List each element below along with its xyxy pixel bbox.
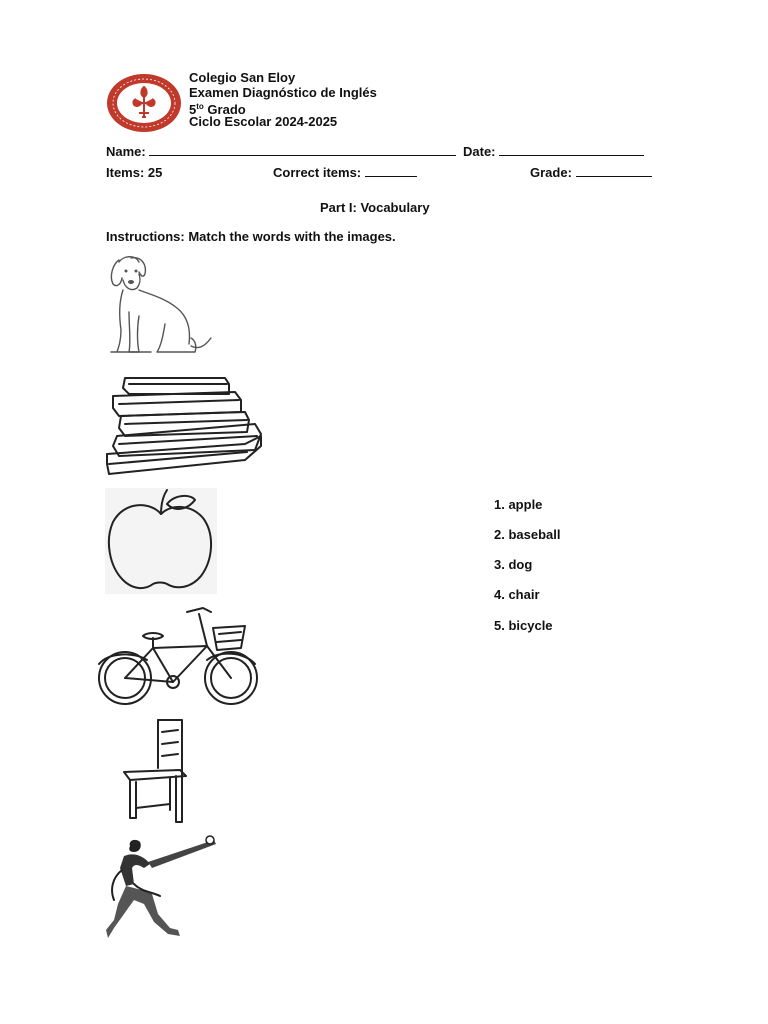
correct-items-label: Correct items: — [273, 165, 362, 180]
word-chair: 4. chair — [494, 587, 540, 602]
correct-items-blank[interactable] — [365, 165, 417, 177]
date-label: Date: — [463, 144, 496, 159]
word-apple: 1. apple — [494, 497, 543, 512]
instructions: Instructions: Match the words with the images. — [106, 229, 396, 244]
books-image — [105, 374, 263, 478]
correct-items-row — [273, 165, 417, 180]
name-row — [106, 144, 644, 159]
date-blank[interactable] — [499, 144, 644, 156]
grade-label: Grade: — [530, 165, 572, 180]
bicycle-image — [95, 604, 261, 708]
school-cycle: Ciclo Escolar 2024-2025 — [189, 114, 338, 129]
chair-image — [120, 718, 202, 822]
name-label: Name: — [106, 144, 146, 159]
exam-title: Examen Diagnóstico de Inglés — [189, 85, 377, 100]
school-name: Colegio San Eloy — [189, 70, 296, 85]
grade-row — [530, 165, 652, 180]
items-count: Items: 25 — [106, 165, 163, 180]
grade-level: $5^{to}$ Grado — [189, 102, 246, 117]
grade-blank[interactable] — [576, 165, 652, 177]
school-seal-logo — [106, 73, 182, 133]
part-title: Part I: Vocabulary — [320, 200, 430, 215]
word-dog: 3. dog — [494, 557, 533, 572]
word-bicycle: 5. bicycle — [494, 618, 553, 633]
baseball-batter-image — [104, 834, 220, 940]
name-blank[interactable] — [149, 144, 456, 156]
dog-image — [105, 254, 215, 360]
apple-image — [105, 488, 217, 594]
word-baseball: 2. baseball — [494, 527, 561, 542]
